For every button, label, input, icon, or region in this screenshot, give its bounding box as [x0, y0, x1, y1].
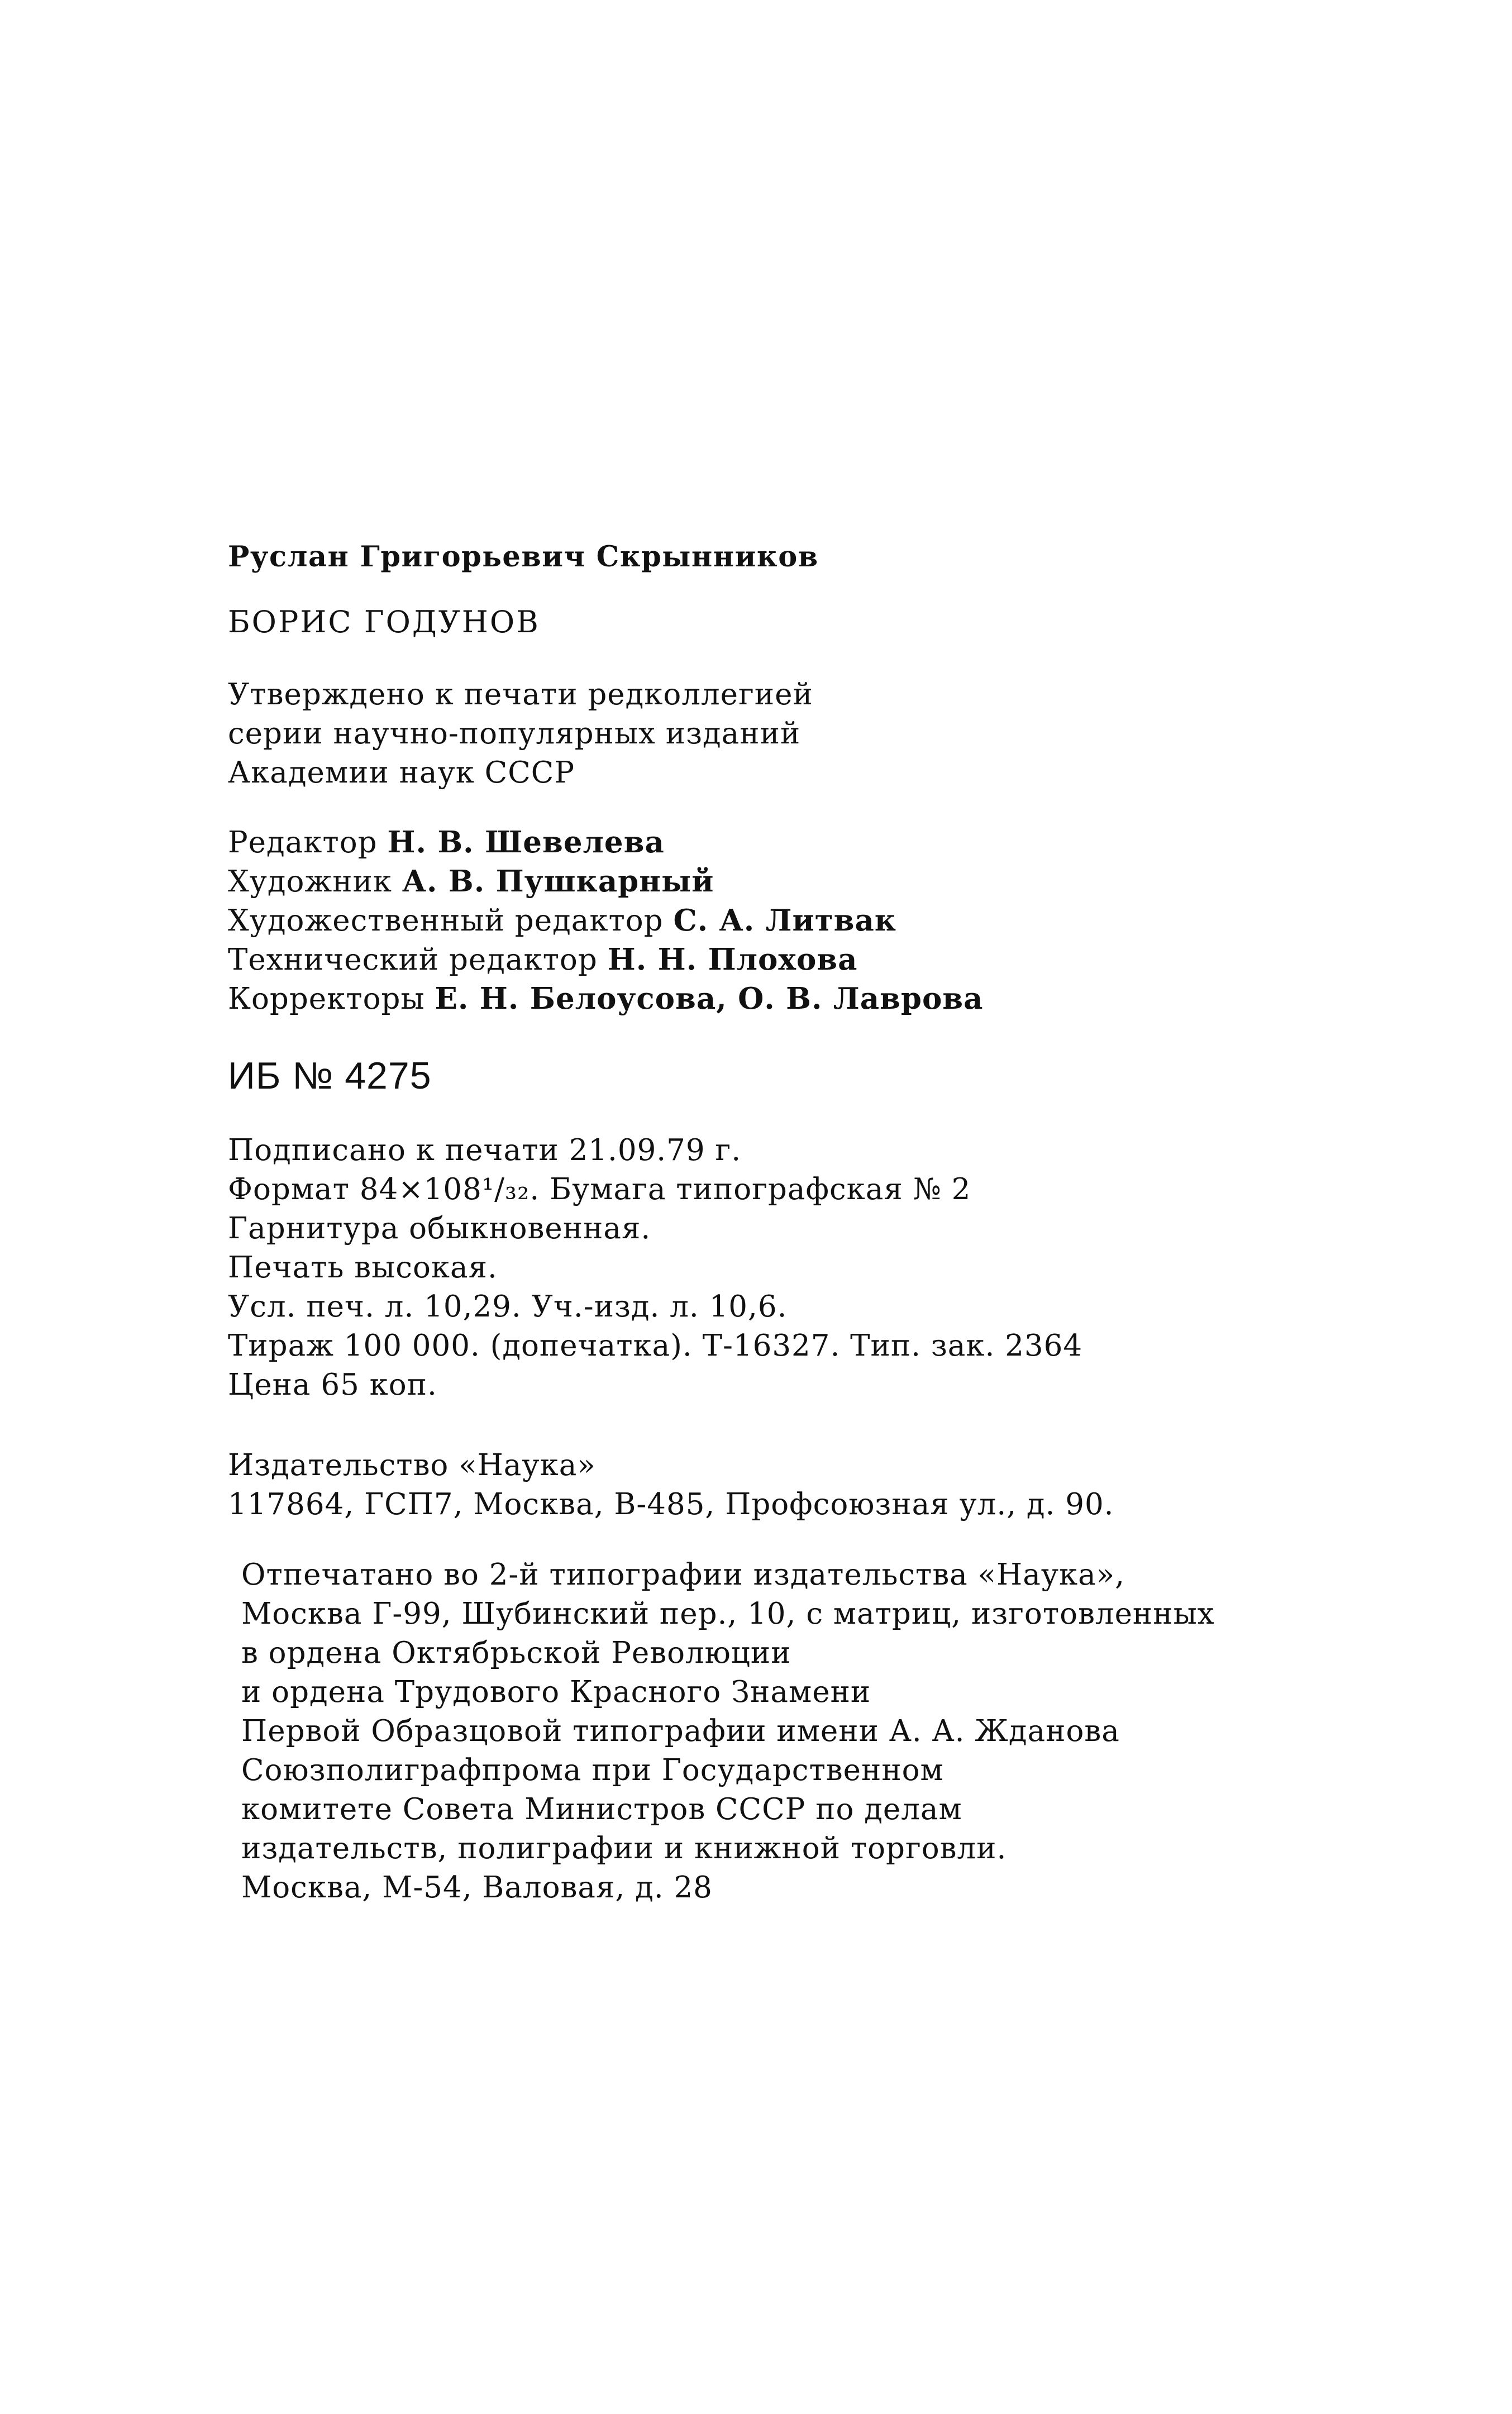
approval-line: Утверждено к печати редколлегией	[228, 678, 813, 712]
credit-name: Н. В. Шевелева	[387, 825, 665, 860]
printer-line: и ордена Трудового Красного Знамени	[241, 1675, 871, 1709]
credit-line	[228, 903, 896, 939]
approval-line: серии научно-популярных изданий	[228, 717, 801, 751]
publisher-line: 117864, ГСП7, Москва, В-485, Профсоюзная ул., д. 90.	[228, 1487, 1114, 1521]
credit-line	[228, 863, 714, 900]
print-info-line: Печать высокая.	[228, 1251, 498, 1285]
printer-line: издательств, полиграфии и книжной торговли.	[241, 1831, 1007, 1866]
book-title: БОРИС ГОДУНОВ	[228, 604, 540, 640]
credit-name: А. В. Пушкарный	[402, 864, 714, 899]
printer-line: Первой Образцовой типографии имени А. А. Жданова	[241, 1714, 1120, 1748]
printer-line: Отпечатано во 2-й типографии издательства «Наука»,	[241, 1558, 1125, 1592]
printer-line: комитете Совета Министров СССР по делам	[241, 1792, 962, 1826]
print-info-line: Тираж 100 000. (допечатка). Т-16327. Тип. зак. 2364	[228, 1329, 1083, 1363]
approval-line: Академии наук СССР	[228, 756, 575, 790]
print-info-line: Формат 84×108¹/₃₂. Бумага типографская № 2	[228, 1172, 971, 1206]
credit-name: С. А. Литвак	[673, 903, 897, 938]
credit-name: Е. Н. Белоусова, О. В. Лаврова	[435, 981, 984, 1016]
publisher-line: Издательство «Наука»	[228, 1448, 596, 1482]
credit-role: Корректоры	[228, 982, 435, 1016]
credit-line	[228, 824, 665, 861]
credit-line	[228, 942, 857, 978]
printer-line: Москва, М-54, Валовая, д. 28	[241, 1871, 713, 1905]
credit-role: Художественный редактор	[228, 904, 674, 938]
author-name: Руслан Григорьевич Скрынников	[228, 540, 819, 574]
ib-number: ИБ № 4275	[228, 1055, 432, 1097]
print-info-line: Подписано к печати 21.09.79 г.	[228, 1133, 742, 1167]
credit-role: Редактор	[228, 826, 388, 860]
print-info-line: Цена 65 коп.	[228, 1368, 437, 1402]
credit-name: Н. Н. Плохова	[607, 942, 858, 977]
print-info-line: Гарнитура обыкновенная.	[228, 1211, 651, 1246]
printer-line: Москва Г-99, Шубинский пер., 10, с матриц, изготовленных	[241, 1597, 1215, 1631]
printer-line: в ордена Октябрьской Революции	[241, 1636, 791, 1670]
printer-line: Союзполиграфпрома при Государственном	[241, 1753, 944, 1787]
credit-role: Технический редактор	[228, 943, 608, 977]
credit-line	[228, 981, 983, 1017]
credit-role: Художник	[228, 865, 402, 899]
print-info-line: Усл. печ. л. 10,29. Уч.-изд. л. 10,6.	[228, 1290, 788, 1324]
